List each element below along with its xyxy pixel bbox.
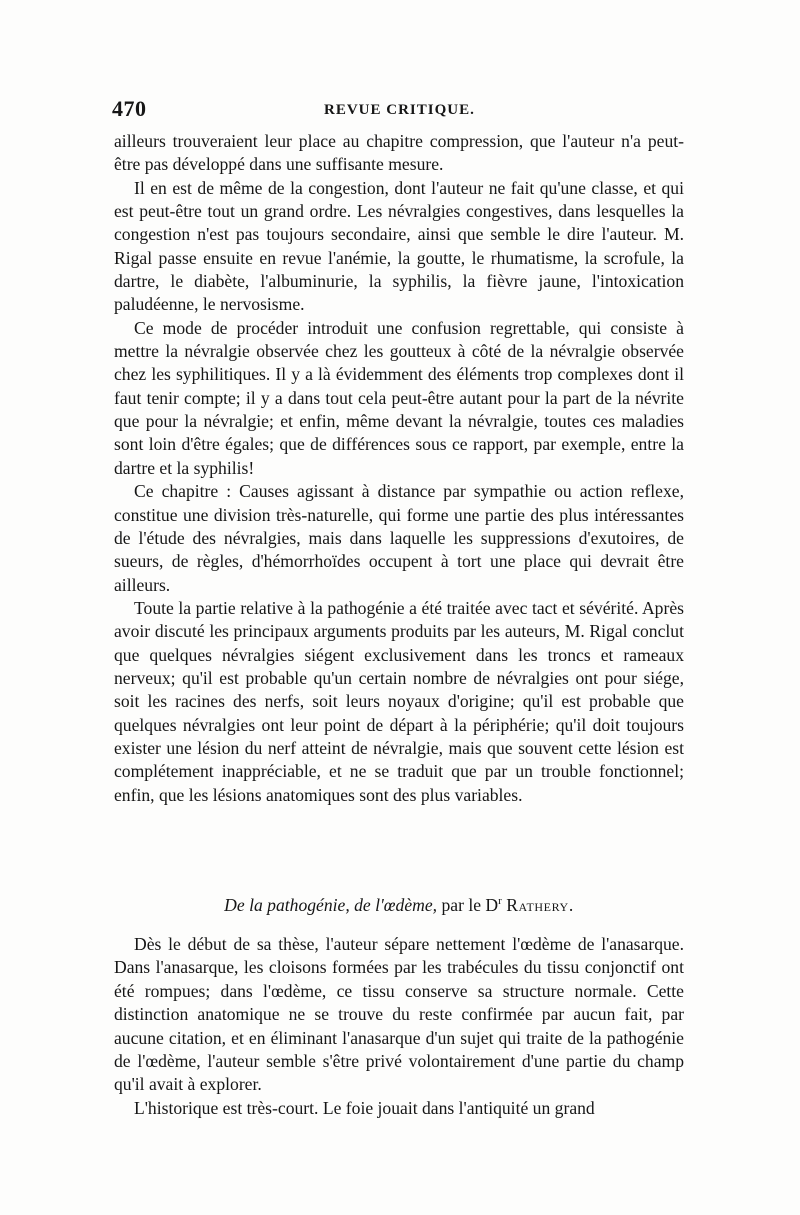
main-text	[114, 130, 684, 807]
paragraph: ailleurs trouveraient leur place au chapitre compression, que l'auteur n'a peut-être pas développé dans une suffisante mesure.	[114, 131, 684, 175]
paragraph: Toute la partie relative à la pathogénie a été traitée avec tact et sévérité. Après avoir discuté les principaux arguments produits par les auteurs, M. Rigal conclut que quelques névralgies siégent exclusivement dans les troncs et rameaux nerveux; qu'il est probable qu'un certain nombre de névralgies ont pour siége, soit les racines des nerfs, soit leurs noyaux d'origine; qu'il est probable que quelques névralgies ont leur point de départ à la périphérie; qu'il doit toujours exister une lésion du nerf atteint de névralgie, mais que souvent cette lésion est complétement inappréciable, et ne se traduit que par un trouble fonctionnel; enfin, que les lésions anatomiques sont des plus variables.	[114, 597, 684, 805]
section-title: De la pathogénie, de l'œdème,	[224, 895, 438, 915]
section-by-sup: r	[498, 895, 502, 908]
paragraph: Dès le début de sa thèse, l'auteur sépare nettement l'œdème de l'anasarque. Dans l'anasarque, les cloisons formées par les trabécules du tissu conjonctif ont été rompues; dans l'œdème, ce tissu conserve sa structure normale. Cette distinction anatomique ne se trouve du reste confirmée par aucun fait, par aucune citation, et en éliminant l'anasarque d'un sujet qui traite de la pathogénie de l'œdème, l'auteur semble s'être privé volontairement d'une partie du champ qu'il avait à explorer.	[114, 934, 684, 1095]
section-by: par le D	[441, 895, 499, 915]
section-text	[114, 933, 684, 1120]
page-number: 470	[112, 96, 147, 121]
paragraph: Il en est de même de la congestion, dont l'auteur ne fait qu'une classe, et qui est peut-être tout un grand ordre. Les névralgies congestives, dans lesquelles la congestion n'est pas toujours secondaire, ainsi que semble le dire l'auteur. M. Rigal passe ensuite en revue l'anémie, la goutte, le rhumatisme, la scrofule, la dartre, le diabète, l'albuminurie, la syphilis, la fièvre jaune, l'intoxication paludéenne, le nervosisme.	[114, 177, 684, 315]
page-header	[112, 96, 684, 126]
paragraph: Ce chapitre : Causes agissant à distance par sympathie ou action reflexe, constitue une division très-naturelle, qui forme une partie des plus intéressantes de l'étude des névralgies, mais dans laquelle les suppressions d'exutoires, de sueurs, de règles, d'hémorrhoïdes occupent à tort une place qui devrait être ailleurs.	[114, 481, 684, 595]
paragraph: Ce mode de procéder introduit une confusion regrettable, qui consiste à mettre la névralgie observée chez les goutteux à côté de la névralgie observée chez les syphilitiques. Il y a là évidemment des éléments trop complexes dont il faut tenir compte; il y a dans tout cela peut-être autant pour la part de la névrite que pour la névralgie; et enfin, même devant la névralgie, toutes ces maladies sont loin d'être égales; que de différences sous ce rapport, par exemple, entre la dartre et la syphilis!	[114, 317, 684, 478]
section-heading	[114, 894, 684, 917]
running-head: REVUE CRITIQUE.	[324, 102, 475, 118]
paragraph: L'historique est très-court. Le foie jouait dans l'antiquité un grand	[134, 1097, 595, 1118]
section-author: Rathery.	[506, 895, 574, 915]
